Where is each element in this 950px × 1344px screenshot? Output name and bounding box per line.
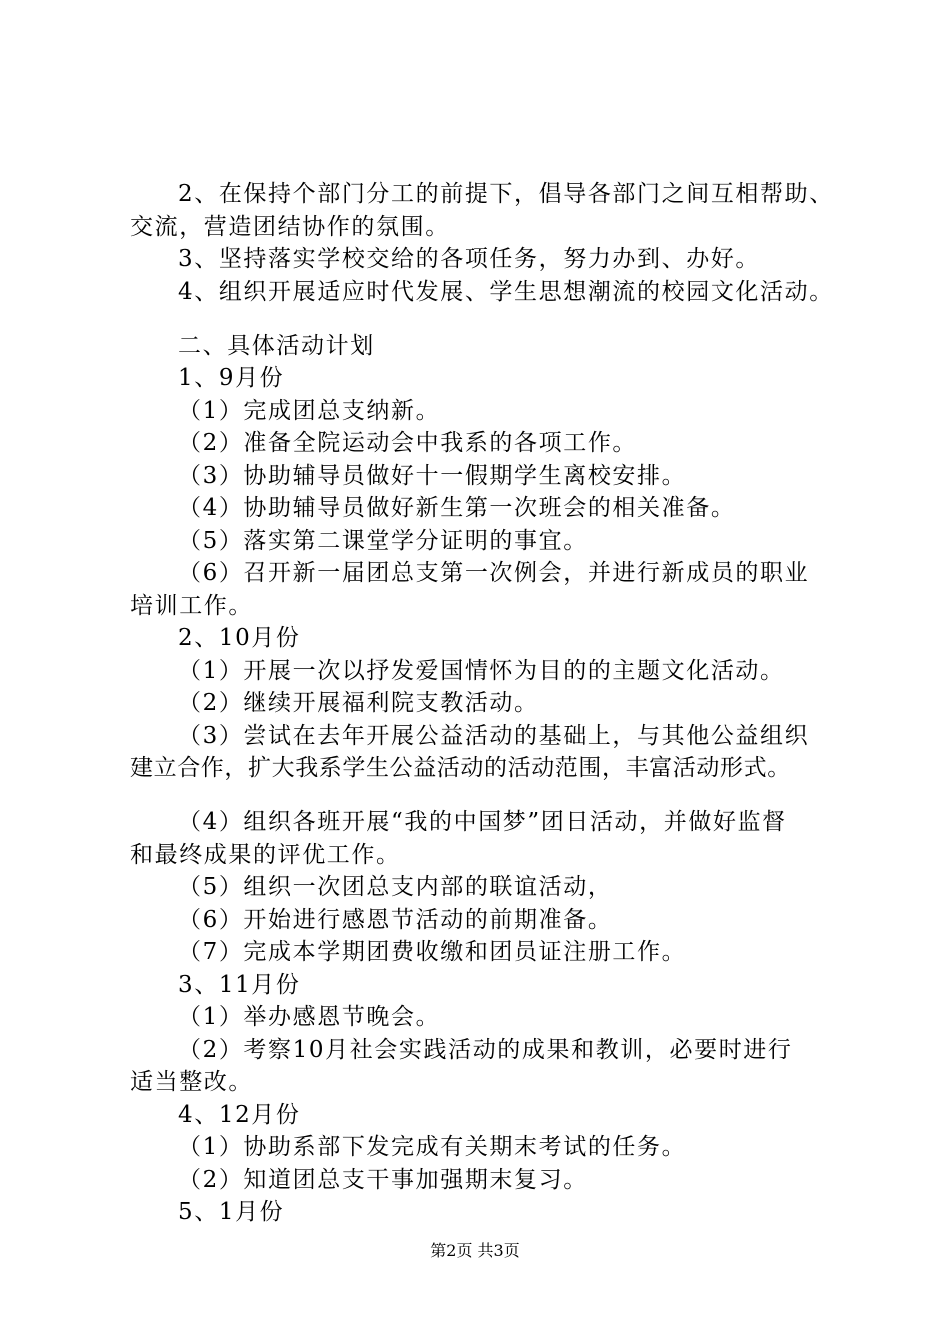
text-line: （4）组织各班开展“我的中国梦”团日活动，并做好监督: [178, 809, 787, 835]
month-heading: 1、9月份: [178, 365, 285, 391]
text-line: （6）召开新一届团总支第一次例会，并进行新成员的职业: [178, 560, 810, 586]
text-line: （1）完成团总支纳新。: [178, 398, 441, 424]
month-heading: 4、12月份: [178, 1102, 301, 1128]
text-line: 和最终成果的评优工作。: [130, 842, 401, 868]
text-line: （2）继续开展福利院支教活动。: [178, 690, 539, 716]
section-heading: 二、具体活动计划: [178, 333, 375, 359]
text-line: 适当整改。: [130, 1069, 253, 1095]
text-line: （1）协助系部下发完成有关期末考试的任务。: [178, 1134, 687, 1160]
month-heading: 2、10月份: [178, 625, 301, 651]
text-line: 建立合作，扩大我系学生公益活动的活动范围，丰富活动形式。: [130, 755, 791, 781]
text-line: （3）协助辅导员做好十一假期学生离校安排。: [178, 463, 687, 489]
text-line: 培训工作。: [130, 593, 253, 619]
text-line: （2）准备全院运动会中我系的各项工作。: [178, 430, 638, 456]
text-line: （4）协助辅导员做好新生第一次班会的相关准备。: [178, 495, 736, 521]
text-line: （1）举办感恩节晚会。: [178, 1004, 441, 1030]
text-line: （5）组织一次团总支内部的联谊活动，: [178, 874, 613, 900]
text-line: （3）尝试在去年开展公益活动的基础上，与其他公益组织: [178, 723, 810, 749]
text-line: （2）考察10月社会实践活动的成果和教训，必要时进行: [178, 1037, 793, 1063]
text-line: （6）开始进行感恩节活动的前期准备。: [178, 907, 613, 933]
text-line: 4、组织开展适应时代发展、学生思想潮流的校园文化活动。: [178, 279, 834, 305]
text-line: （1）开展一次以抒发爱国情怀为目的的主题文化活动。: [178, 658, 785, 684]
text-line: （7）完成本学期团费收缴和团员证注册工作。: [178, 939, 687, 965]
text-line: 3、坚持落实学校交给的各项任务，努力办到、办好。: [178, 246, 761, 272]
text-line: 2、在保持个部门分工的前提下，倡导各部门之间互相帮助、: [178, 181, 834, 207]
page-footer: 第2页 共3页: [430, 1241, 520, 1260]
text-line: （5）落实第二课堂学分证明的事宜。: [178, 528, 588, 554]
text-line: （2）知道团总支干事加强期末复习。: [178, 1167, 588, 1193]
month-heading: 3、11月份: [178, 972, 301, 998]
text-line: 交流，营造团结协作的氛围。: [130, 214, 450, 240]
month-heading: 5、1月份: [178, 1199, 285, 1225]
